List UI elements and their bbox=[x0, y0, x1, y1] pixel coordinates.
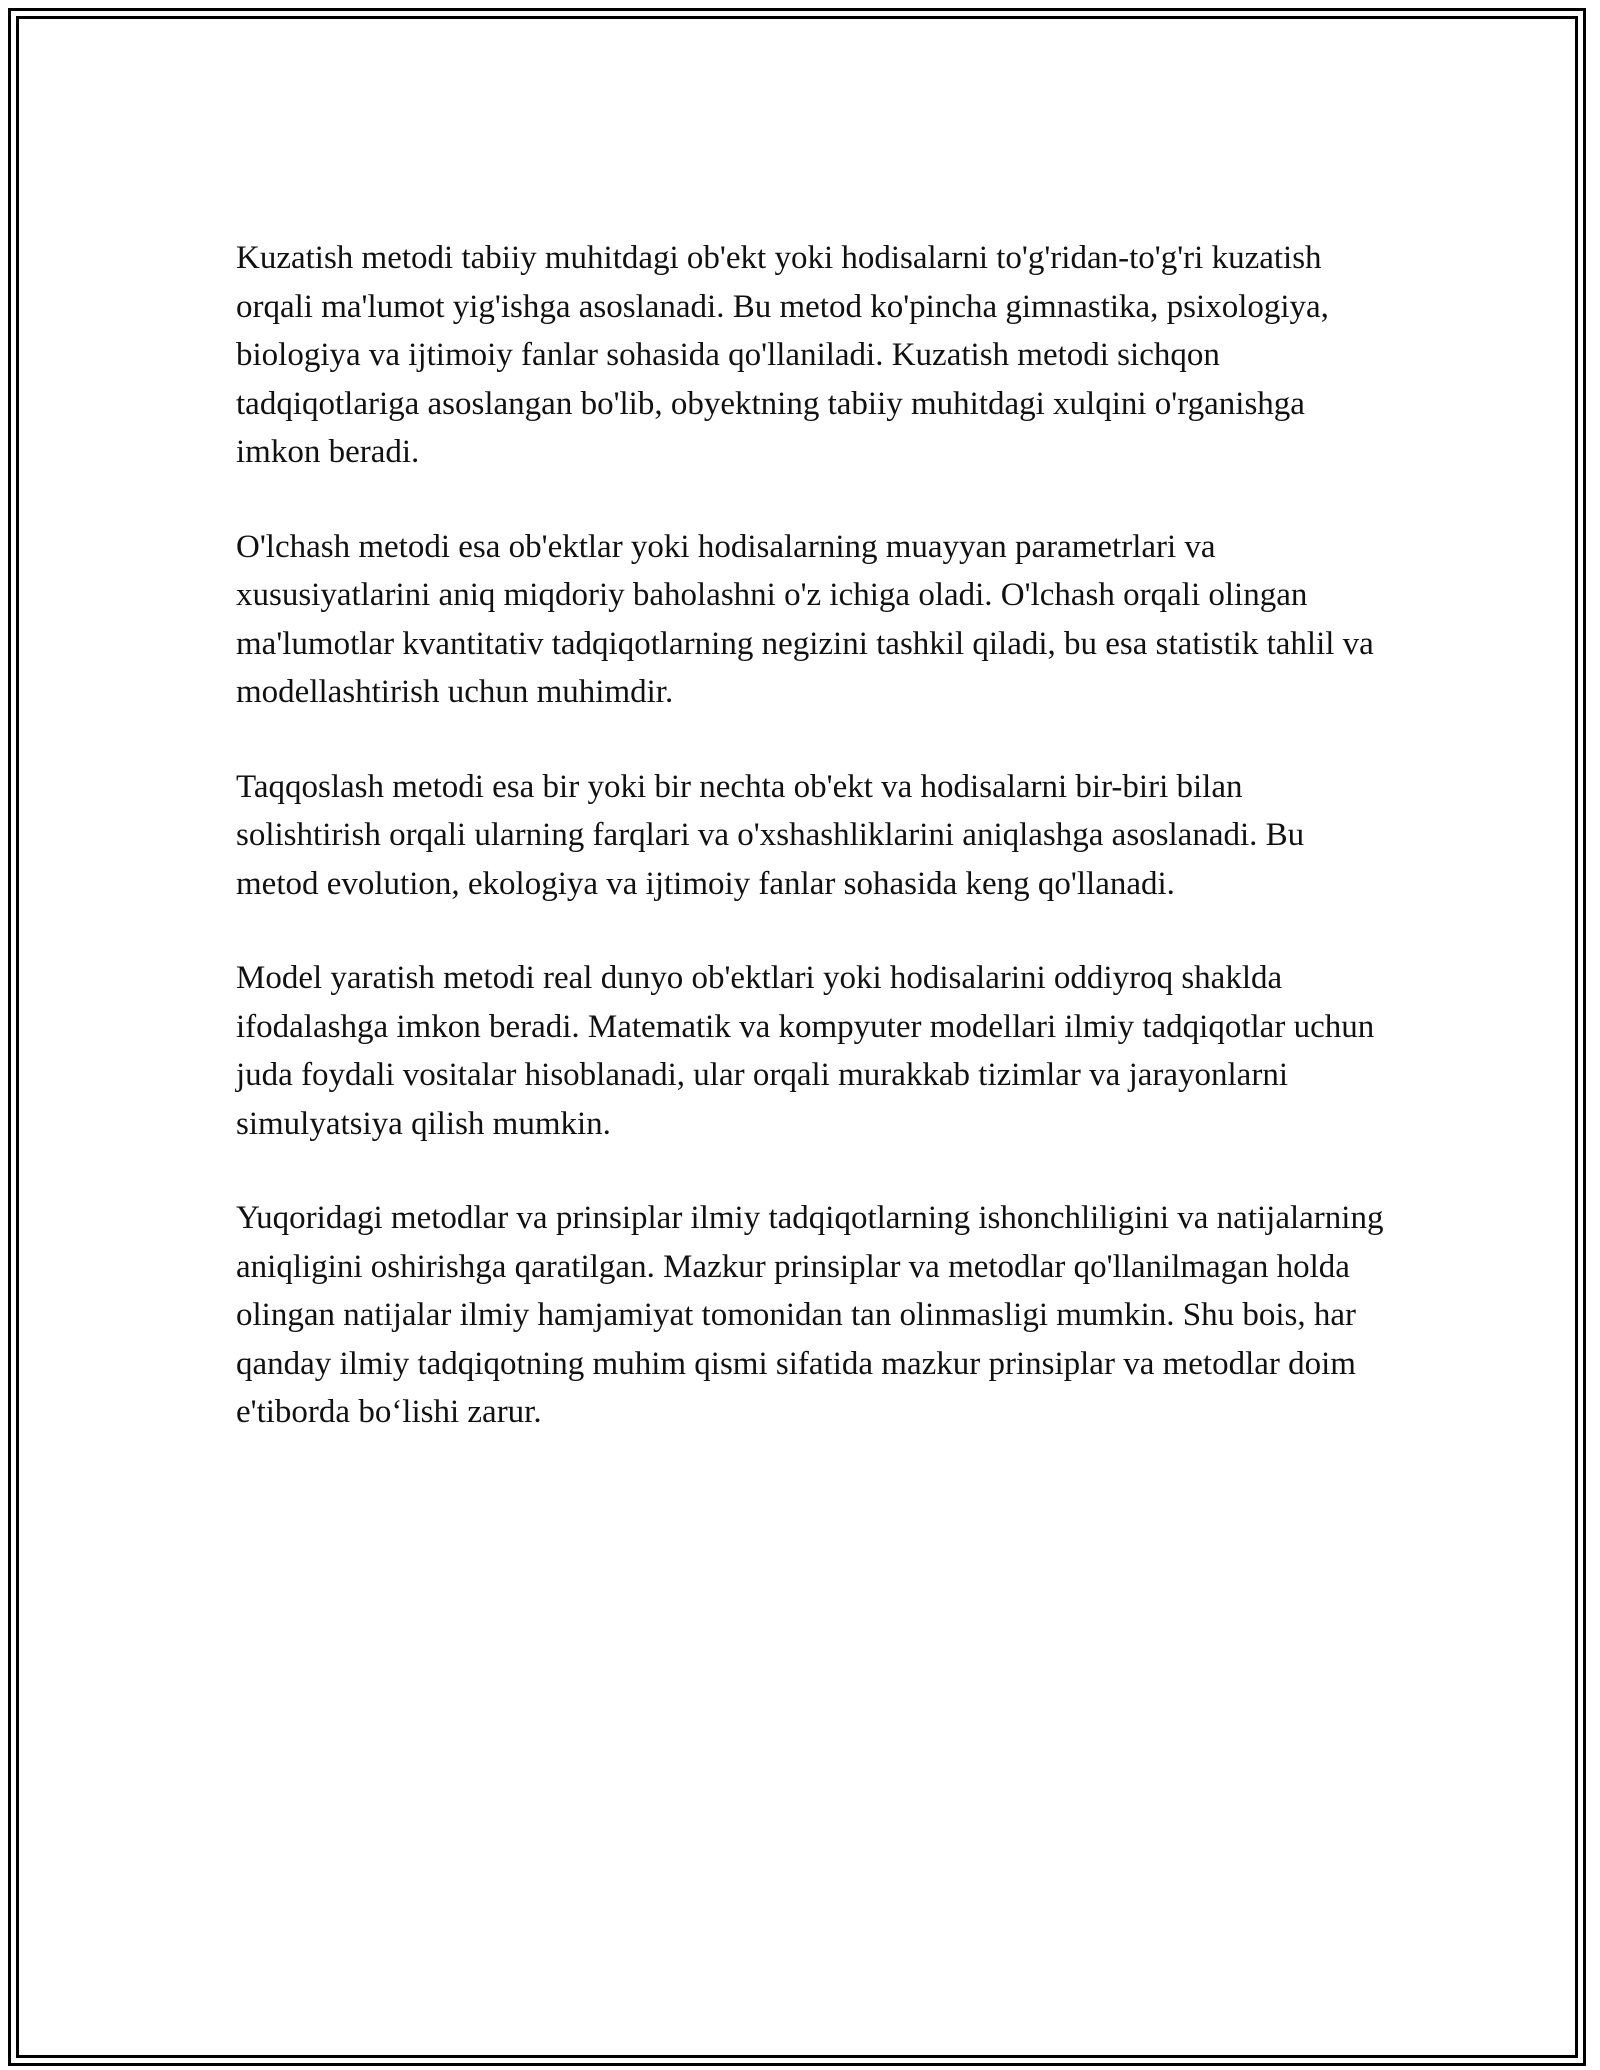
paragraph-kuzatish-metodi: Kuzatish metodi tabiiy muhitdagi ob'ekt yoki hodisalarni to'g'ridan-to'g'ri kuzatish orqali ma'lumot yig'ishga asoslanadi. Bu metod ko'pincha gimnastika, psixologiya, biologiya va ijtimoiy fanlar sohasida qo'llaniladi. Kuzatish metodi sichqon tadqiqotlariga asoslangan bo'lib, obyektning tabiiy muhitdagi xulqini o'rganishga imkon beradi. bbox=[236, 240, 1329, 470]
paragraph-taqqoslash-metodi: Taqqoslash metodi esa bir yoki bir nechta ob'ekt va hodisalarni bir-biri bilan solishtirish orqali ularning farqlari va o'xshashliklarini aniqlashga asoslanadi. Bu metod evolution, ekologiya va ijtimoiy fanlar sohasida keng qo'llanadi. bbox=[236, 768, 1305, 902]
paragraph-olchash-metodi: O'lchash metodi esa ob'ektlar yoki hodisalarning muayyan parametrlari va xususiyatlarini aniq miqdoriy baholashni o'z ichiga oladi. O'lchash orqali olingan ma'lumotlar kvantitativ tadqiqotlarning negizini tashkil qiladi, bu esa statistik tahlil va modellashtirish uchun muhimdir. bbox=[236, 528, 1374, 710]
paragraph-model-yaratish-metodi: Model yaratish metodi real dunyo ob'ektlari yoki hodisalarini oddiyroq shaklda ifodalashga imkon beradi. Matematik va kompyuter modellari ilmiy tadqiqotlar uchun juda foydali vositalar hisoblanadi, ular orqali murakkab tizimlar va jarayonlarni simulyatsiya qilish mumkin. bbox=[236, 960, 1375, 1142]
paragraph-xulosa: Yuqoridagi metodlar va prinsiplar ilmiy tadqiqotlarning ishonchliligini va natijalarning aniqligini oshirishga qaratilgan. Mazkur prinsiplar va metodlar qo'llanilmagan holda olingan natijalar ilmiy hamjamiyat tomonidan tan olinmasligi mumkin. Shu bois, har qanday ilmiy tadqiqotning muhim qismi sifatida mazkur prinsiplar va metodlar doim e'tiborda bo‘lishi zarur. bbox=[236, 1200, 1384, 1430]
document-body bbox=[236, 234, 1386, 1483]
